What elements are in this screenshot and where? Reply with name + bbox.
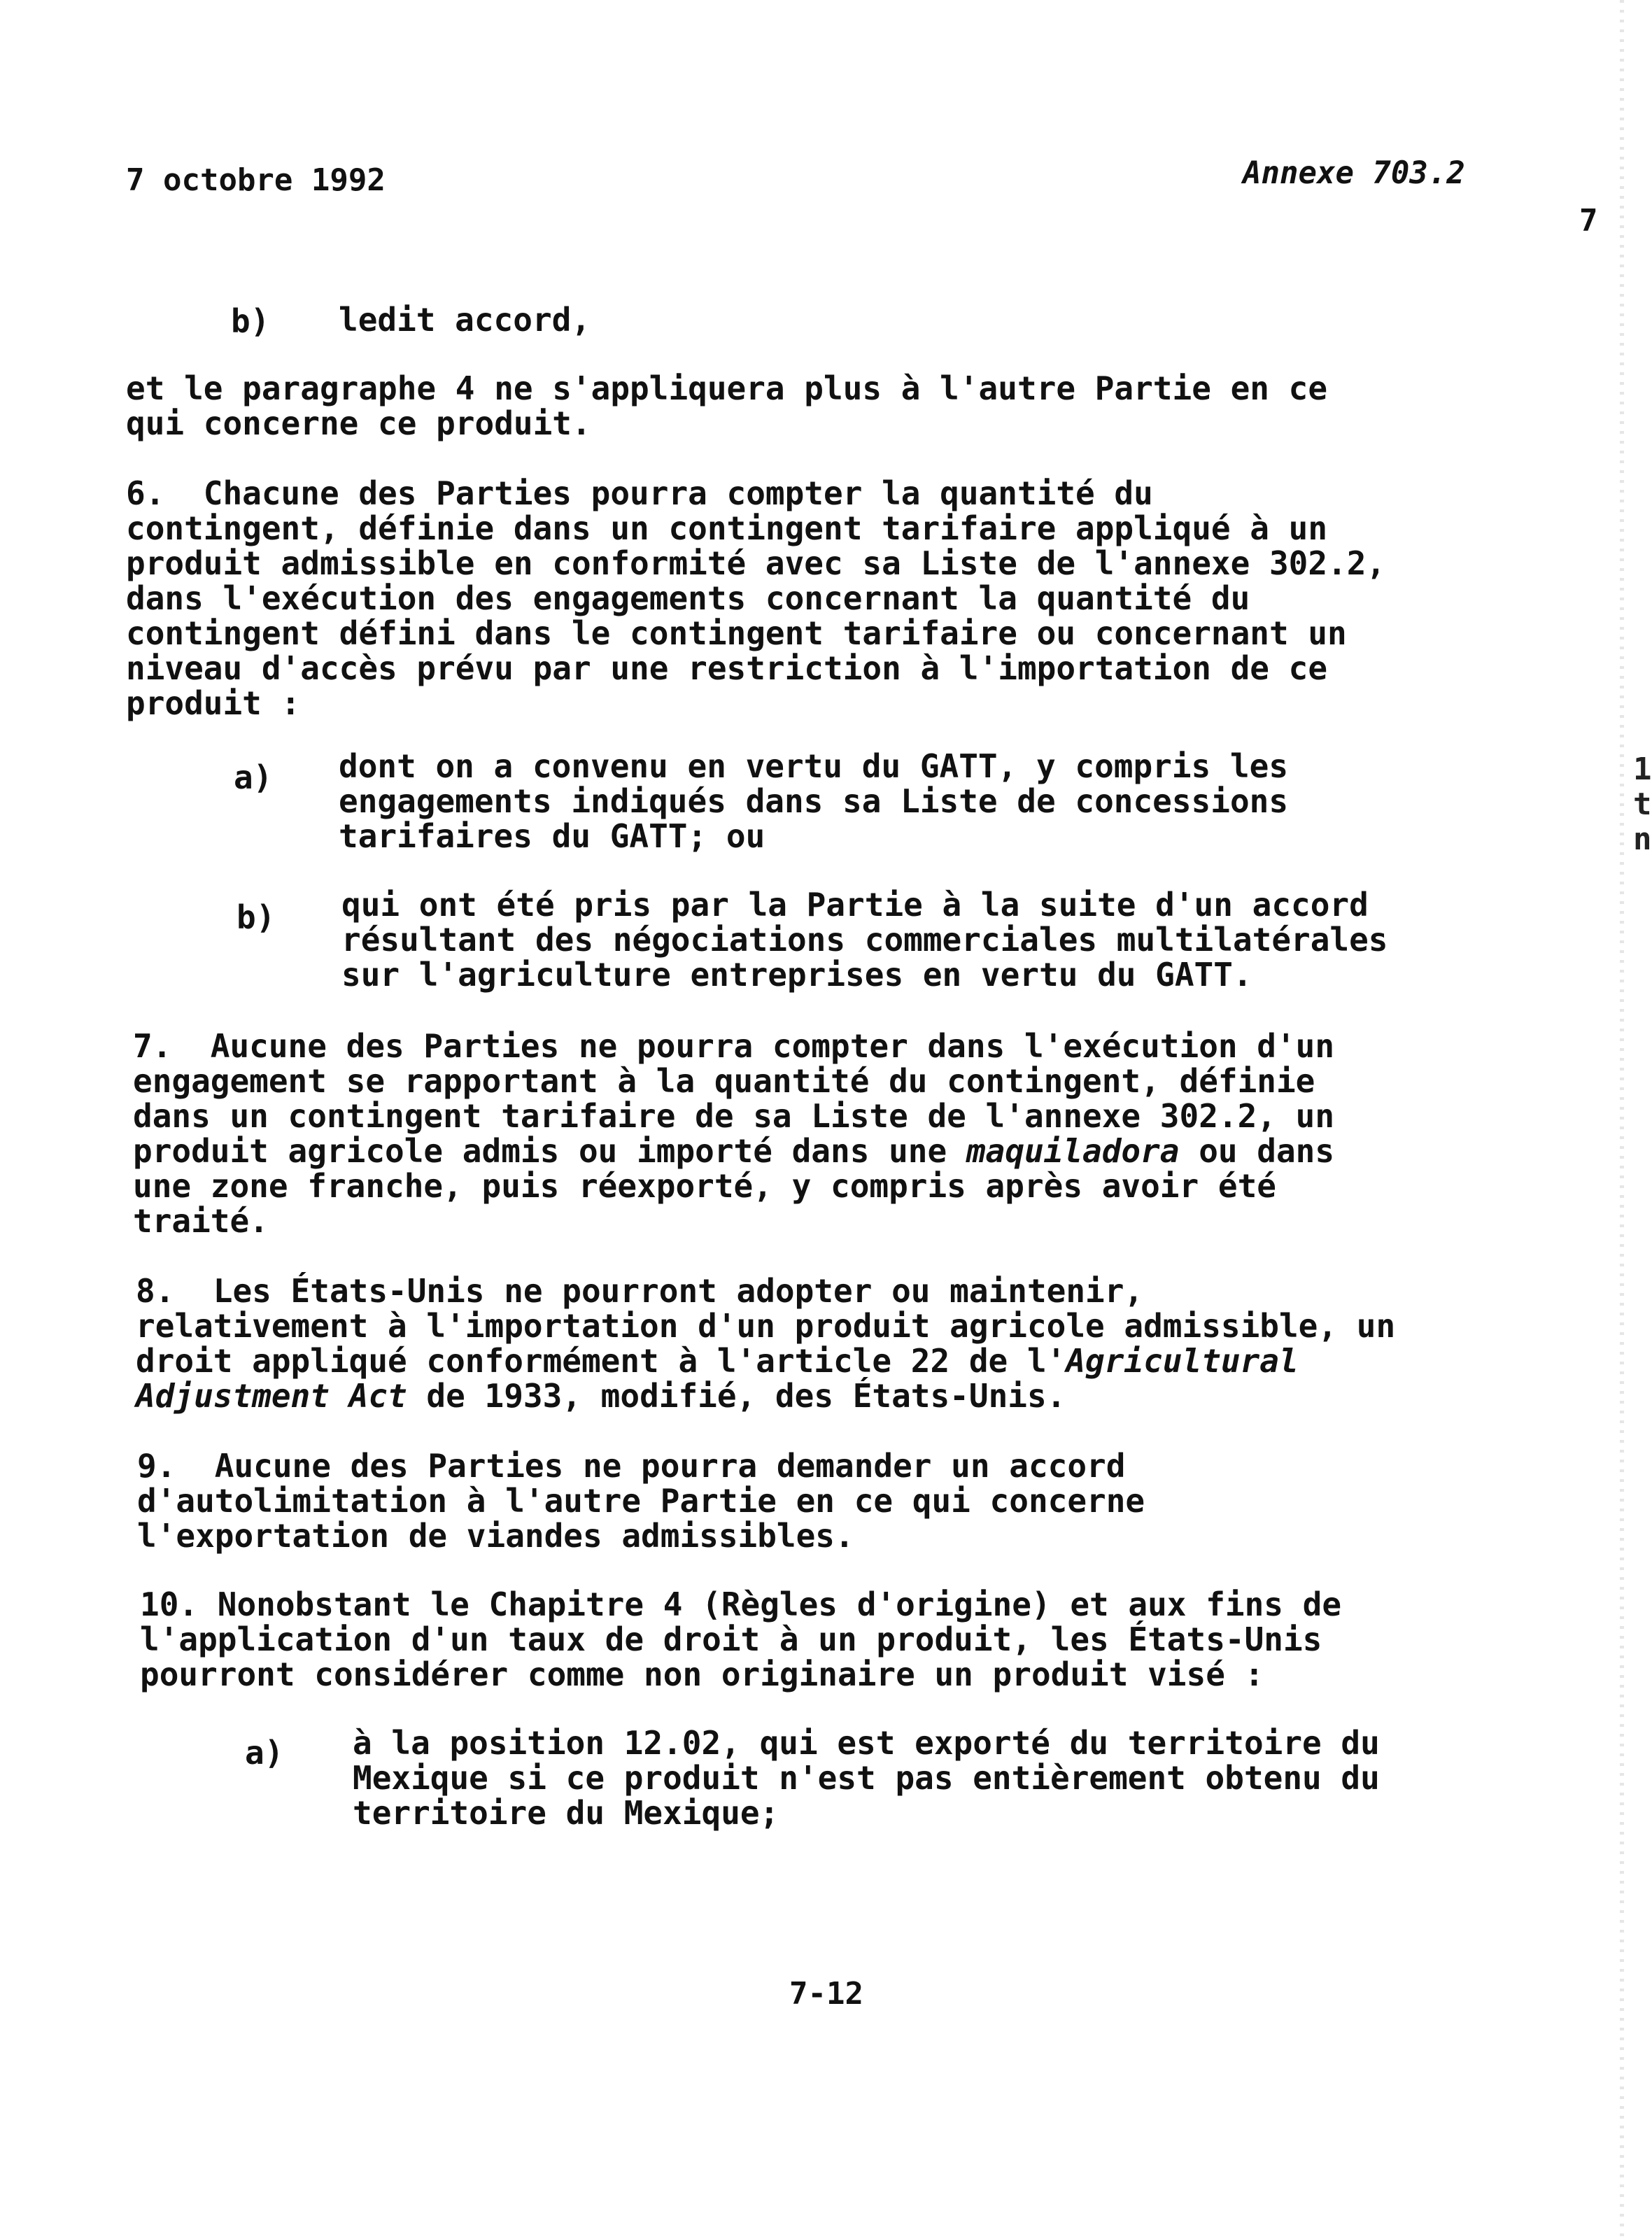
item-label: b)	[236, 898, 276, 936]
margin-fragment: 1	[1633, 751, 1652, 787]
scan-edge	[1620, 0, 1624, 2239]
margin-fragment: t	[1633, 786, 1652, 822]
item-text: ledit accord,	[339, 301, 591, 339]
item-label: a)	[245, 1734, 284, 1772]
item-label: b)	[231, 302, 270, 340]
paragraph-10: 10. Nonobstant le Chapitre 4 (Règles d'origine) et aux fins de l'application d'un taux de droit à un produit, les États-Unis pourront considérer comme non originaire un produit visé :	[140, 1585, 1342, 1693]
paragraph-8: 8. Les États-Unis ne pourront adopter ou maintenir, relativement à l'importation d'un produit agricole admissible, un droit appliqué conformément à l'article 22 de l'Agricultural Adjustment Act de 1933, modifié, des États-Unis.	[136, 1272, 1396, 1415]
header-date: 7 octobre 1992	[126, 162, 386, 198]
item-text: dont on a convenu en vertu du GATT, y compris les engagements indiqués dans sa Liste de concessions tarifaires du GATT; ou	[339, 747, 1289, 855]
paragraph: et le paragraphe 4 ne s'appliquera plus à l'autre Partie en ce qui concerne ce produit.	[126, 369, 1328, 442]
item-text: à la position 12.02, qui est exporté du territoire du Mexique si ce produit n'est pas entièrement obtenu du territoire du Mexique;	[353, 1724, 1380, 1832]
item-text: qui ont été pris par la Partie à la suite d'un accord résultant des négociations commerciales multilatérales sur l'agriculture entreprises en vertu du GATT.	[341, 886, 1388, 994]
paragraph-7: 7. Aucune des Parties ne pourra compter dans l'exécution d'un engagement se rapportant à la quantité du contingent, définie dans un contingent tarifaire de sa Liste de l'annexe 302.2, un produit agricole admis ou importé dans une maquiladora ou dans une zone franche, puis réexporté, y compris après avoir été traité.	[133, 1027, 1335, 1240]
paragraph-6: 6. Chacune des Parties pourra compter la quantité du contingent, définie dans un contingent tarifaire appliqué à un produit admissible en conformité avec sa Liste de l'annexe 302.2, dans l'exécution des engagements concernant la quantité du contingent défini dans le contingent tarifaire ou concernant un niveau d'accès prévu par une restriction à l'importation de ce produit :	[126, 474, 1386, 722]
margin-chapter-number: 7	[1579, 203, 1598, 239]
margin-fragment: n	[1633, 821, 1652, 857]
page-number: 7-12	[789, 1976, 863, 2012]
header-annex: Annexe 703.2	[1243, 155, 1465, 191]
item-label: a)	[234, 758, 273, 796]
paragraph-9: 9. Aucune des Parties ne pourra demander un accord d'autolimitation à l'autre Partie en ce qui concerne l'exportation de viandes admissibles.	[137, 1447, 1145, 1555]
